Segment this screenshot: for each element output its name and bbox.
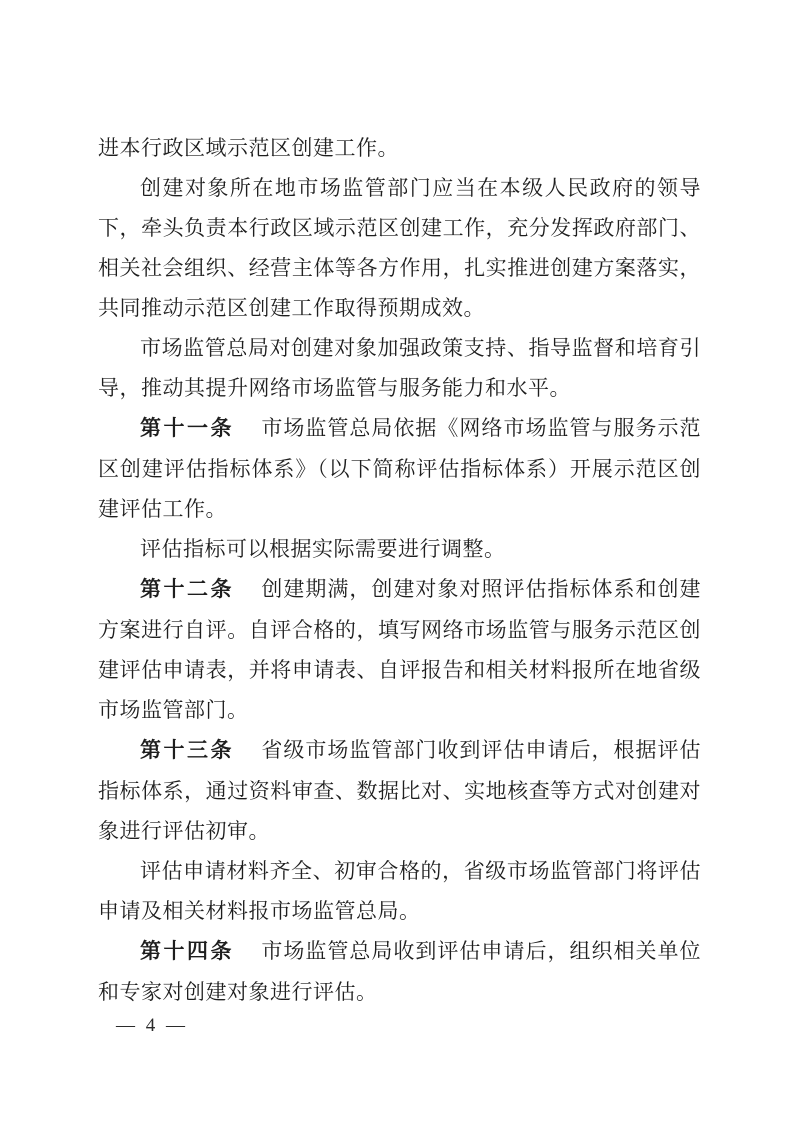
paragraph: 第十二条 创建期满，创建对象对照评估指标体系和创建方案进行自评。自评合格的，填写网络市场监管与服务示范区创建评估申请表，并将申请表、自评报告和相关材料报所在地省级市场监管部门。	[98, 577, 702, 722]
document-body	[98, 128, 701, 1012]
paragraph: 创建对象所在地市场监管部门应当在本级人民政府的领导下，牵头负责本行政区域示范区创建工作，充分发挥政府部门、相关社会组织、经营主体等各方作用，扎实推进创建方案落实，共同推动示范区创建工作取得预期成效。	[98, 176, 701, 320]
article-number: 第十二条	[140, 578, 235, 601]
paragraph: 市场监管总局对创建对象加强政策支持、指导监督和培育引导，推动其提升网络市场监管与服务能力和水平。	[98, 336, 701, 400]
paragraph: 第十一条 市场监管总局依据《网络市场监管与服务示范区创建评估指标体系》（以下简称评估指标体系）开展示范区创建评估工作。	[98, 416, 702, 521]
article-number: 第十三条	[140, 739, 235, 762]
article-number: 第十一条	[140, 417, 235, 440]
paragraph: 第十四条 市场监管总局收到评估申请后，组织相关单位和专家对创建对象进行评估。	[98, 939, 702, 1004]
article-number: 第十四条	[140, 940, 235, 963]
paragraph: 评估申请材料齐全、初审合格的，省级市场监管部门将评估申请及相关材料报市场监管总局。	[98, 859, 701, 923]
page-number: — 4 —	[116, 1015, 188, 1036]
paragraph: 第十三条 省级市场监管部门收到评估申请后，根据评估指标体系，通过资料审查、数据比对、实地核查等方式对创建对象进行评估初审。	[98, 738, 702, 843]
paragraph: 进本行政区域示范区创建工作。	[98, 136, 399, 160]
paragraph: 评估指标可以根据实际需要进行调整。	[140, 537, 506, 561]
